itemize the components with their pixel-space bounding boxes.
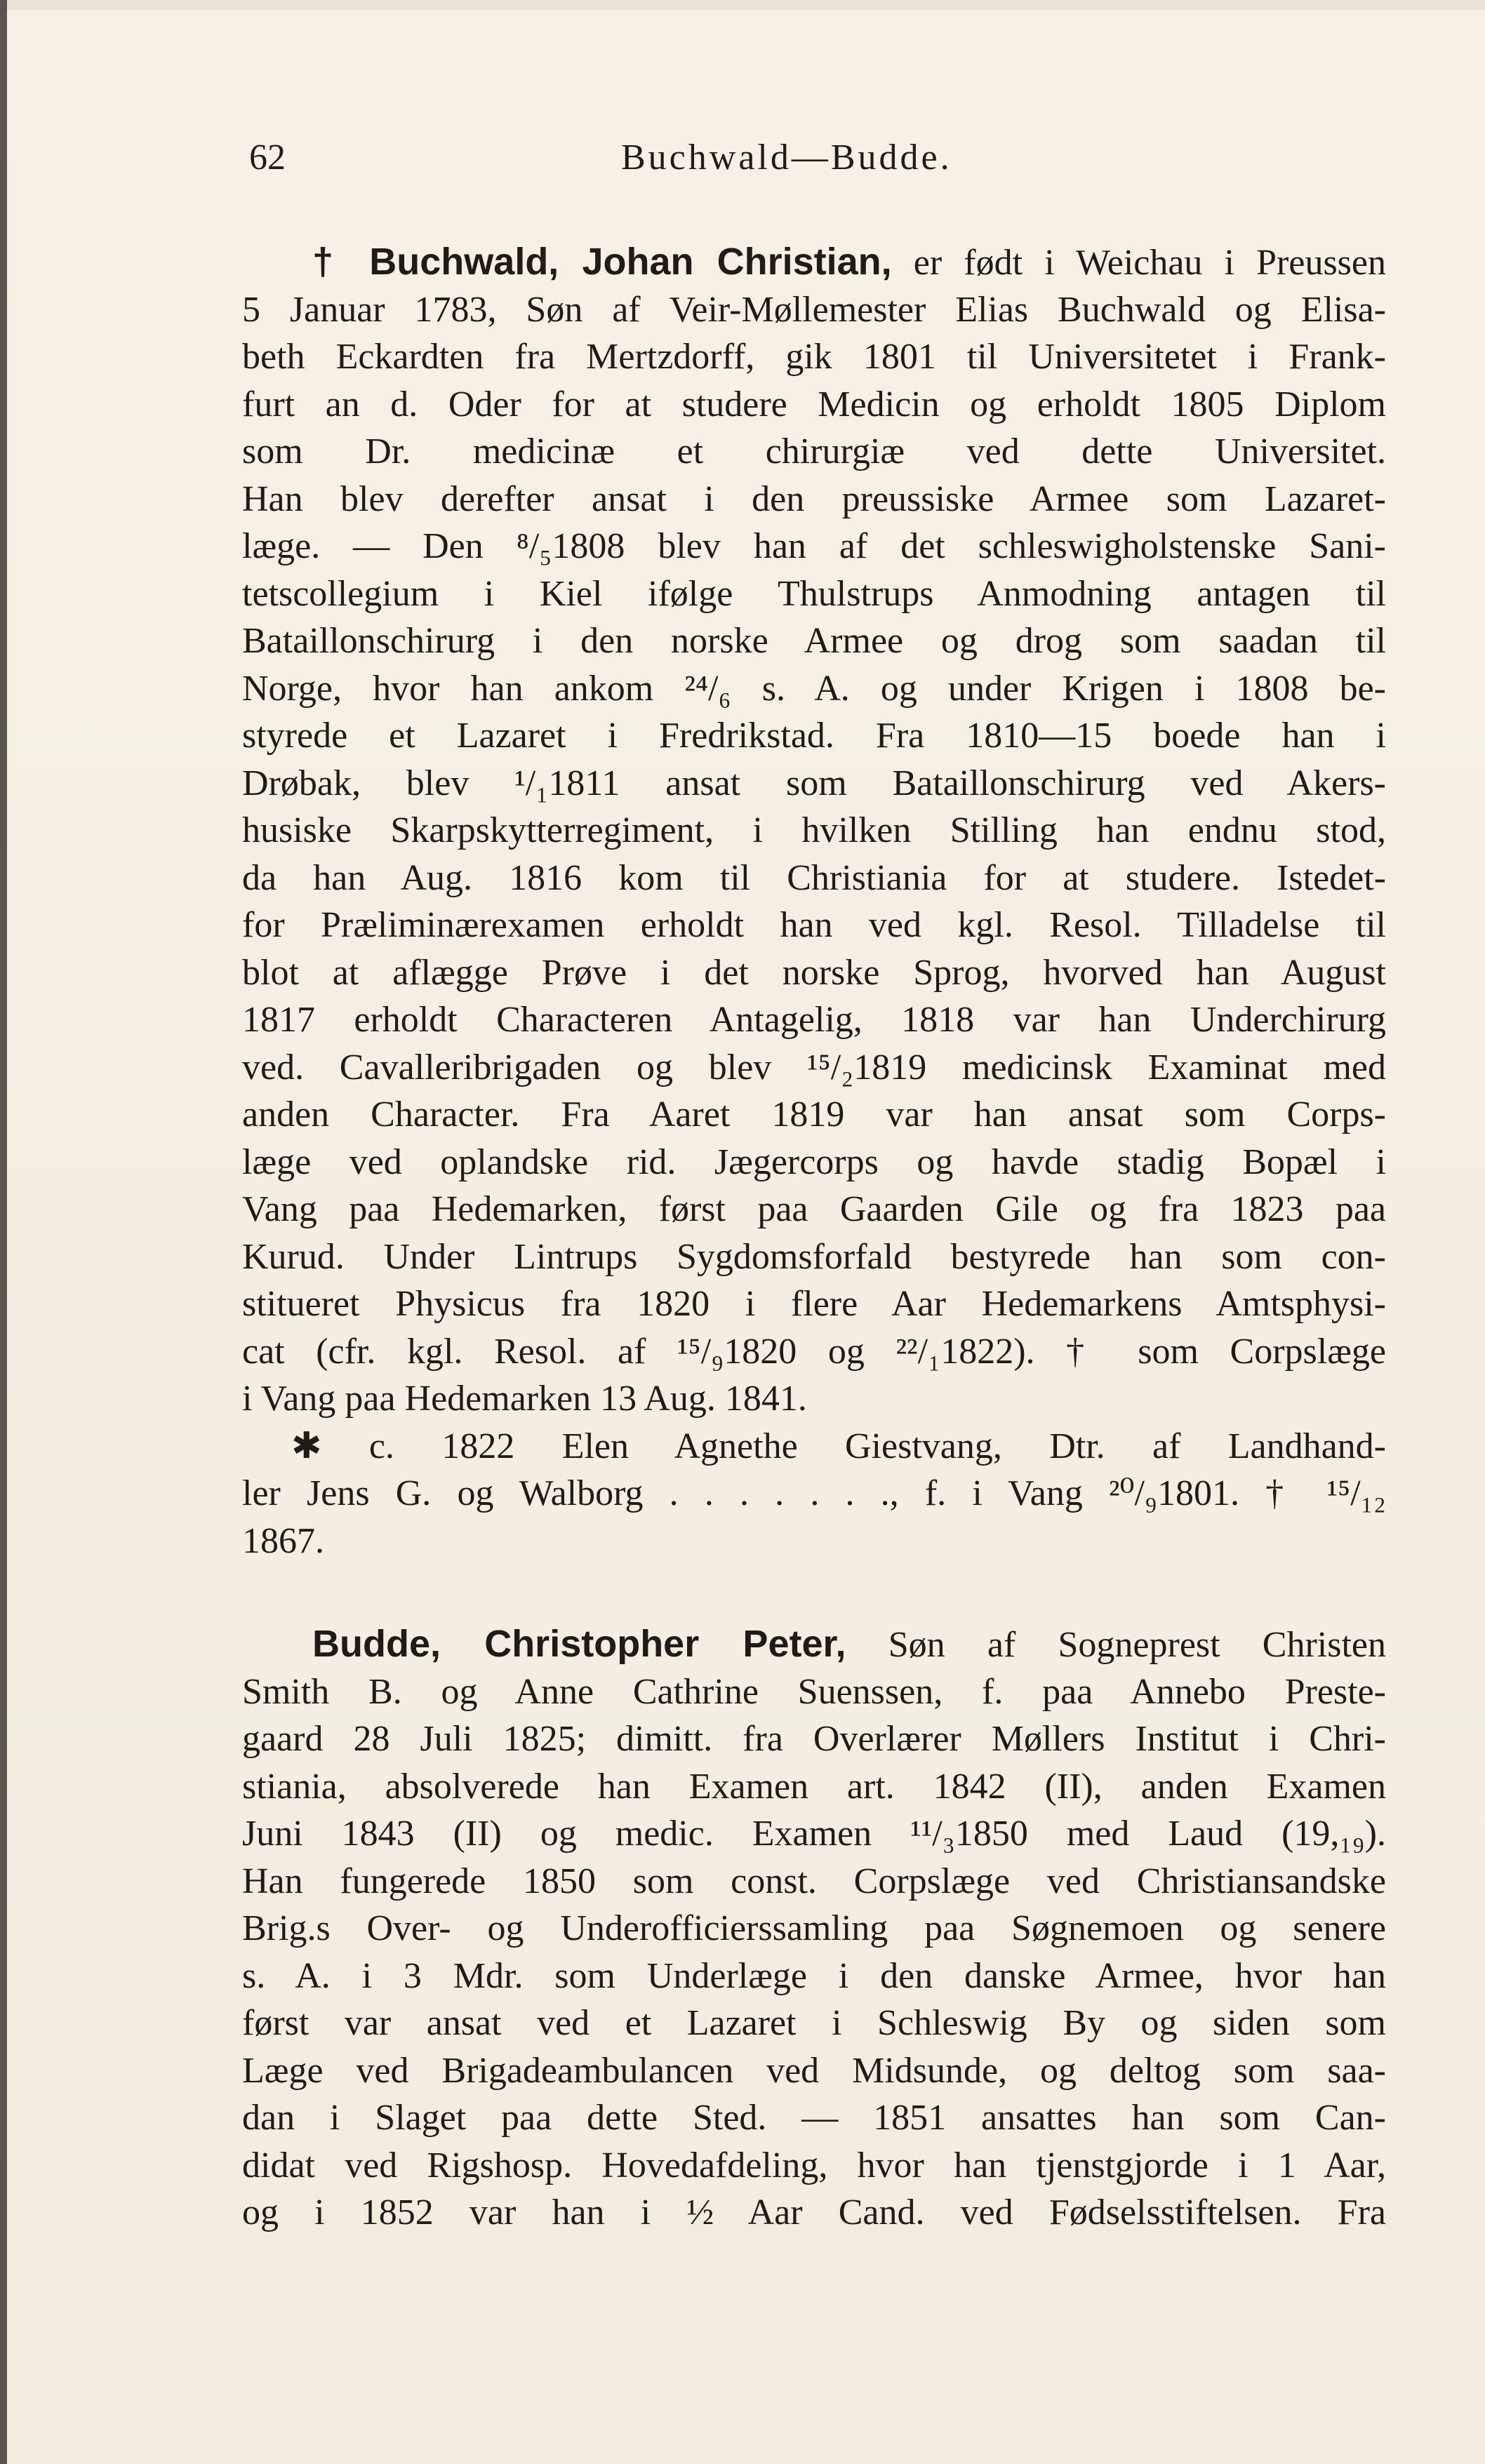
text-line: da han Aug. 1816 kom til Christiania for at studere. Istedet- bbox=[242, 857, 1386, 898]
text-line: læge ved oplandske rid. Jægercorps og havde stadig Bopæl i bbox=[242, 1141, 1386, 1182]
text-line: Juni 1843 (II) og medic. Examen ¹¹/₃1850 med Laud (19,₁₉). bbox=[242, 1814, 1386, 1854]
text-line: Drøbak, blev ¹/₁1811 ansat som Bataillonschirurg ved Akers- bbox=[242, 763, 1386, 803]
entry-buchwald bbox=[242, 239, 1386, 1565]
text-line: og i 1852 var han i ½ Aar Cand. ved Fødselsstiftelsen. Fra bbox=[242, 2192, 1386, 2232]
text-line: gaard 28 Juli 1825; dimitt. fra Overlærer Møllers Institut i Chri- bbox=[242, 1719, 1386, 1759]
text-line: Læge ved Brigadeambulancen ved Midsunde, og deltog som saa- bbox=[242, 2050, 1386, 2091]
page-number: 62 bbox=[249, 138, 286, 178]
headword: Budde, Christopher Peter, bbox=[312, 1623, 846, 1665]
entry-first-line bbox=[242, 239, 1386, 286]
entry-first-line bbox=[242, 1621, 1386, 1668]
text-line: for Præliminærexamen erholdt han ved kgl. Resol. Tilladelse til bbox=[242, 905, 1386, 945]
headword: † Buchwald, Johan Christian, bbox=[312, 241, 892, 283]
first-line-text: er født i Weichau i Preussen bbox=[913, 243, 1387, 283]
running-head: Buchwald—Budde. bbox=[621, 138, 952, 178]
text-line: i Vang paa Hedemarken 13 Aug. 1841. bbox=[242, 1379, 807, 1419]
text-line: Norge, hvor han ankom ²⁴/₆ s. A. og under Krigen i 1808 be- bbox=[242, 668, 1386, 709]
text-line: husiske Skarpskytterregiment, i hvilken Stilling han endnu stod, bbox=[242, 810, 1386, 850]
text-line: didat ved Rigshosp. Hovedafdeling, hvor han tjenstgjorde i 1 Aar, bbox=[242, 2145, 1386, 2185]
text-line: Kurud. Under Lintrups Sygdomsforfald bestyrede han som con- bbox=[242, 1236, 1386, 1277]
entry-body bbox=[242, 1668, 1386, 2237]
text-line: dan i Slaget paa dette Sted. — 1851 ansattes han som Can- bbox=[242, 2098, 1386, 2138]
text-line: stitueret Physicus fra 1820 i flere Aar Hedemarkens Amtsphysi- bbox=[242, 1284, 1386, 1324]
text-line: som Dr. medicinæ et chirurgiæ ved dette Universitet. bbox=[242, 431, 1386, 471]
first-line-text: Søn af Sogneprest Christen bbox=[888, 1625, 1387, 1665]
text-line: Han fungerede 1850 som const. Corpslæge ved Christiansandske bbox=[242, 1861, 1386, 1901]
text-line: 5 Januar 1783, Søn af Veir-Møllemester Elias Buchwald og Elisa- bbox=[242, 289, 1386, 330]
text-line: først var ansat ved et Lazaret i Schleswig By og siden som bbox=[242, 2003, 1386, 2043]
text-line: Bataillonschirurg i den norske Armee og drog som saadan til bbox=[242, 621, 1386, 661]
text-line: cat (cfr. kgl. Resol. af ¹⁵/₉1820 og ²²/₁1822). † som Corpslæge bbox=[242, 1331, 1386, 1372]
text-line: styrede et Lazaret i Fredrikstad. Fra 1810—15 boede han i bbox=[242, 716, 1386, 756]
text-line: 1867. bbox=[242, 1520, 324, 1561]
text-line: ✱ c. 1822 Elen Agnethe Giestvang, Dtr. af Landhand- bbox=[291, 1426, 1386, 1466]
text-line: beth Eckardten fra Mertzdorff, gik 1801 til Universitetet i Frank- bbox=[242, 337, 1386, 377]
text-line: tetscollegium i Kiel ifølge Thulstrups Anmodning antagen til bbox=[242, 573, 1386, 614]
text-line: Smith B. og Anne Cathrine Suenssen, f. paa Annebo Preste- bbox=[242, 1671, 1386, 1712]
entry-body bbox=[242, 286, 1386, 1423]
text-line: Han blev derefter ansat i den preussiske Armee som Lazaret- bbox=[242, 478, 1386, 519]
text-line: ler Jens G. og Walborg . . . . . . ., f. i Vang ²⁰/₉1801. † ¹⁵/₁₂ bbox=[242, 1473, 1386, 1513]
text-line: 1817 erholdt Characteren Antagelig, 1818 var han Underchirurg bbox=[242, 1000, 1386, 1040]
text-line: ved. Cavalleribrigaden og blev ¹⁵/₂1819 medicinsk Examinat med bbox=[242, 1047, 1386, 1087]
text-line: furt an d. Oder for at studere Medicin og erholdt 1805 Diplom bbox=[242, 384, 1386, 424]
text-line: stiania, absolverede han Examen art. 1842 (II), anden Examen bbox=[242, 1766, 1386, 1807]
text-line: blot at aflægge Prøve i det norske Sprog, hvorved han August bbox=[242, 952, 1386, 993]
text-line: Vang paa Hedemarken, først paa Gaarden Gile og fra 1823 paa bbox=[242, 1189, 1386, 1229]
marriage-note bbox=[242, 1423, 1386, 1565]
entry-budde bbox=[242, 1621, 1386, 2237]
text-line: læge. — Den ⁸/₅1808 blev han af det schleswigholstenske Sani- bbox=[242, 526, 1386, 566]
text-line: s. A. i 3 Mdr. som Underlæge i den danske Armee, hvor han bbox=[242, 1955, 1386, 1996]
text-line: Brig.s Over- og Underofficierssamling paa Søgnemoen og senere bbox=[242, 1908, 1386, 1948]
page-header bbox=[242, 137, 1386, 200]
text-line: anden Character. Fra Aaret 1819 var han ansat som Corps- bbox=[242, 1094, 1386, 1134]
